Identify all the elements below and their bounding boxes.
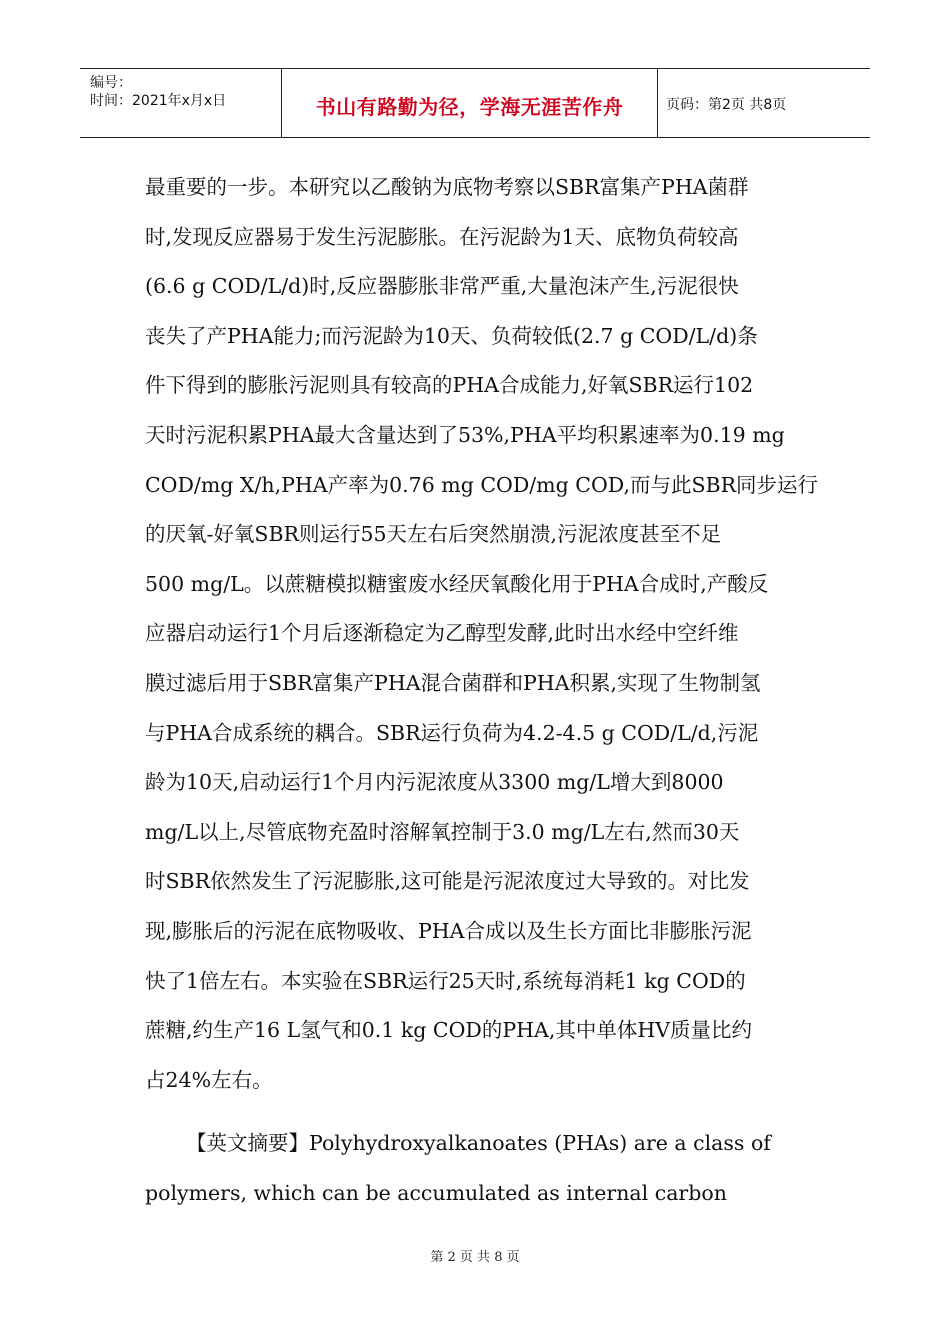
header-page-cell <box>658 69 870 137</box>
paragraph-line: 现,膨胀后的污泥在底物吸收、PHA合成以及生长方面比非膨胀污泥 <box>145 918 752 943</box>
paragraph-line: COD/mg X/h,PHA产率为0.76 mg COD/mg COD,而与此SBR同步运行 <box>145 472 819 497</box>
paragraph-line: 蔗糖,约生产16 L氢气和0.1 kg COD的PHA,其中单体HV质量比约 <box>145 1018 753 1043</box>
paragraph-line: 与PHA合成系统的耦合。SBR运行负荷为4.2-4.5 g COD/L/d,污泥 <box>145 720 759 745</box>
paragraph-line: 占24%左右。 <box>145 1067 273 1092</box>
paragraph-line: 丧失了产PHA能力;而污泥龄为10天、负荷较低(2.7 g COD/L/d)条 <box>145 323 758 348</box>
paragraph-line: 的厌氧-好氧SBR则运行55天左右后突然崩溃,污泥浓度甚至不足 <box>145 522 722 547</box>
header-motto: 书山有路勤为径，学海无涯苦作舟 <box>315 95 624 119</box>
paragraph-line: 快了1倍左右。本实验在SBR运行25天时,系统每消耗1 kg COD的 <box>145 968 746 993</box>
paragraph-line: (6.6 g COD/L/d)时,反应器膨胀非常严重,大量泡沫产生,污泥很快 <box>145 274 739 299</box>
page-footer: 第 2 页 共 8 页 <box>430 1250 520 1265</box>
paragraph-line: 最重要的一步。本研究以乙酸钠为底物考察以SBR富集产PHA菌群 <box>145 175 749 199</box>
chinese-paragraph <box>145 163 819 1105</box>
english-abstract-paragraph <box>145 1119 805 1218</box>
paragraph-line: 膜过滤后用于SBR富集产PHA混合菌群和PHA积累,实现了生物制氢 <box>145 670 761 695</box>
page-header <box>80 68 870 138</box>
abstract-line: 【英文摘要】Polyhydroxyalkanoates (PHAs) are a class of <box>186 1131 771 1156</box>
document-time-label: 时间：2021年x月x日 <box>90 93 227 109</box>
document-body <box>145 163 819 1218</box>
paragraph-gap <box>145 1105 805 1119</box>
paragraph-line: mg/L以上,尽管底物充盈时溶解氧控制于3.0 mg/L左右,然而30天 <box>145 819 740 844</box>
paragraph-line: 龄为10天,启动运行1个月内污泥浓度从3300 mg/L增大到8000 <box>145 770 724 795</box>
header-page-info: 页码：第2页 共8页 <box>666 97 787 113</box>
abstract-line: polymers, which can be accumulated as internal carbon <box>145 1180 727 1205</box>
paragraph-line: 500 mg/L。以蔗糖模拟糖蜜废水经厌氧酸化用于PHA合成时,产酸反 <box>145 571 769 596</box>
document-number-label: 编号： <box>90 75 132 91</box>
paragraph-line: 件下得到的膨胀污泥则具有较高的PHA合成能力,好氧SBR运行102 <box>145 373 754 398</box>
header-motto-cell <box>282 69 658 137</box>
header-meta-cell <box>80 69 282 137</box>
paragraph-line: 天时污泥积累PHA最大含量达到了53%,PHA平均积累速率为0.19 mg <box>145 422 785 447</box>
paragraph-line: 时SBR依然发生了污泥膨胀,这可能是污泥浓度过大导致的。对比发 <box>145 869 750 894</box>
paragraph-line: 应器启动运行1个月后逐渐稳定为乙醇型发酵,此时出水经中空纤维 <box>145 621 739 646</box>
paragraph-line: 时,发现反应器易于发生污泥膨胀。在污泥龄为1天、底物负荷较高 <box>145 224 739 249</box>
